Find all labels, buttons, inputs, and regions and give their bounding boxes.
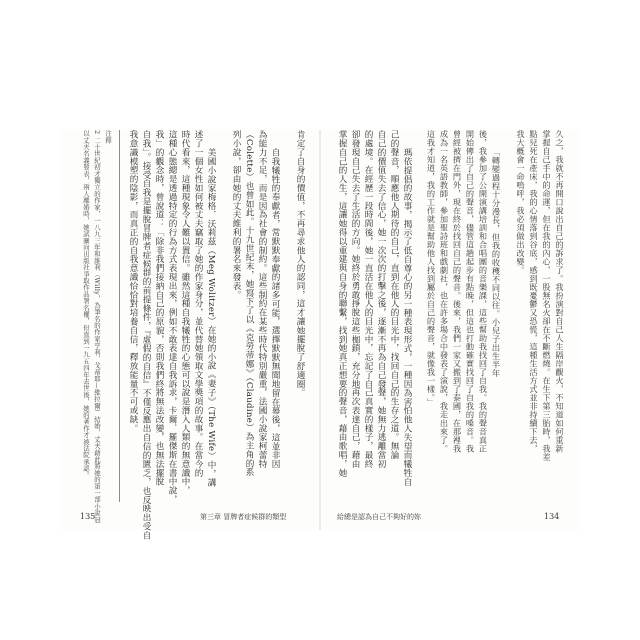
paragraph-gap (219, 130, 227, 502)
quote-column: 久之，我就不再開口說出自己的訴求了。我扮演對自己人生隔岸觀火，不知道如何重新 (555, 130, 565, 453)
text-column: 我」的觀念時，曾說道：「除非我們接納自己的原貌，否則我們終將無法改變，也無法擺脫 (154, 130, 164, 486)
footnote-text: 2 二十世紀初才獨立的作家，一八九三年和維利（Willy，為筆名的作家亨利．戈蒂耶—維拉爾）結婚，丈夫藉此將她的第一部小說冠 (93, 130, 101, 523)
text-column: 列小說，卻由她的丈夫維利的署名來發表。 (231, 130, 241, 300)
text-column: 瑪依提倡的故事，揭示了低自尊心的另一種表現形式，一種因為害怕他人失望而犧牲自 (402, 148, 412, 487)
text-column: 自我」。接受自我是擺脫冒牌者症候群的前提條件，『虛假的自信』不僅反應出自信的匱乏，也反映出受自 (141, 130, 151, 540)
paragraph-gap (505, 130, 513, 502)
running-head-right: 給總是認為自己不夠好的妳 (337, 513, 421, 521)
text-column: 自我犧牲的奉獻者，常默默奉獻的諸多可能，選擇默默無聞地留在幕後，這並非因 (270, 148, 280, 469)
quote-column: 開始傳出了自己的聲音，儘管這趟起步有點晚，但這也打動確實找回了自我的嗓音。我 (465, 130, 476, 453)
quote-column: 點兒死在產床，我的心情落到谷底，感到既憂鬱又恐慌，這種生活方式並非持續下去， (529, 130, 539, 453)
text-column: 掌握自己的人生，這讓她得以重建與自身的聯繫，找到她真正想要的聲音，藉由歌唱，她 (337, 130, 347, 478)
text-column: 的處境。在經歷一段時間後，她一直活在他人的目光中，忘記了自己真實的樣子，最終 (363, 130, 373, 469)
footnote-rule (119, 130, 120, 502)
quote-column: 成為一名英語教師，參加聖詩班和戲劇社，也在許多場合中發表了演說，我走出來了。 (439, 130, 450, 453)
book-spread (60, 130, 580, 540)
text-column: 自己的價值失去了信心，她一次次的打擊之後，逐漸不再為自己發聲，她無力逃離當初 (376, 130, 386, 469)
left-page (60, 130, 319, 540)
text-column: 卻發現自己失去了生活的方向。她終於勇敢掙脫這些枷鎖，充分地再次表達自己，藉由 (350, 130, 360, 469)
text-column: 美國小說家梅格．沃莉茲（Meg Wolitzer）在她的小說《妻子》（The Wife）中，講 (206, 148, 216, 487)
text-column: 己的聲音，順應他人期待的自己，直到在他人的目光中，找回自己的生存之道。無論 (389, 130, 399, 460)
text-column: 時代看來，這種現象令人難以置信。雖然這種自我犧牲的心態可以說是潛入人類的無意識中， (180, 130, 190, 495)
right-page (321, 130, 580, 530)
quote-column: 「轉變過程十分漫長，但我的收穫不同以往。小兒子出生半年 (491, 148, 502, 378)
quote-column: 後，我參加了公開演講培訓和合唱團的音樂課，這些幫助我找回了自我。我的聲音真正 (478, 130, 489, 453)
quote-column: 這我才知道，我的工作就是幫助他人找到屬於自己的聲音，就像我一樣。」 (426, 130, 437, 407)
text-column: 我意識模塑的陰影，而真正的自我意識恰恰對培養自信，釋放能量不可或缺。 (128, 130, 138, 433)
running-head-left: 第三章 冒牌者症候群的類型 (200, 513, 287, 521)
paragraph-gap (415, 130, 423, 502)
text-column: （Colette）也曾如此。十九世紀末，她寫下了以《克勞蒂娜》（Claudine）為主角的系 (244, 130, 254, 477)
text-column: 述了一個女性如何被丈夫竊取了她的作家身分，並代替她領取文學獎項的故事。在當今的 (193, 130, 203, 478)
quote-column: 掌握自己手中的命運，但在我的內心，一股無名火卻在不斷燃燒。在生下第三胎時，我差 (542, 130, 552, 462)
page-number-left: 135 (80, 512, 96, 521)
footnote-text: 以丈夫名義發表，兩人離婚時，她試圖向出版社爭取作品署名權，但直到一九五四年去世後，她的著作才被法院承認。 (82, 130, 90, 479)
right-text-block (337, 130, 564, 502)
footnote-label: 注釋 (104, 130, 112, 144)
text-column: 肯定了自身的價值，不再尋求他人的認同，這才讓她擺脫了舒適圈。 (295, 130, 305, 397)
page-number-right: 134 (544, 512, 560, 521)
quote-column: 曾經被擠在門外，現在終於找回自己的聲音。後來，我們一家又搬到了泰國，在那裡我 (452, 130, 463, 453)
text-column: 為能力不足，而是因為社會的制約。這些制約在某些時代特別嚴重，法國小說家柯蕾特 (257, 130, 267, 469)
quote-column: 我大概會一命嗚呼，我必須做出改變。 (516, 130, 526, 275)
text-column: 這種心態總是透過特定的行為方式表現出來，例如不敢表達自我訴求，卡爾．羅傑斯在書中說， (167, 130, 177, 504)
paragraph-gap (283, 130, 291, 502)
